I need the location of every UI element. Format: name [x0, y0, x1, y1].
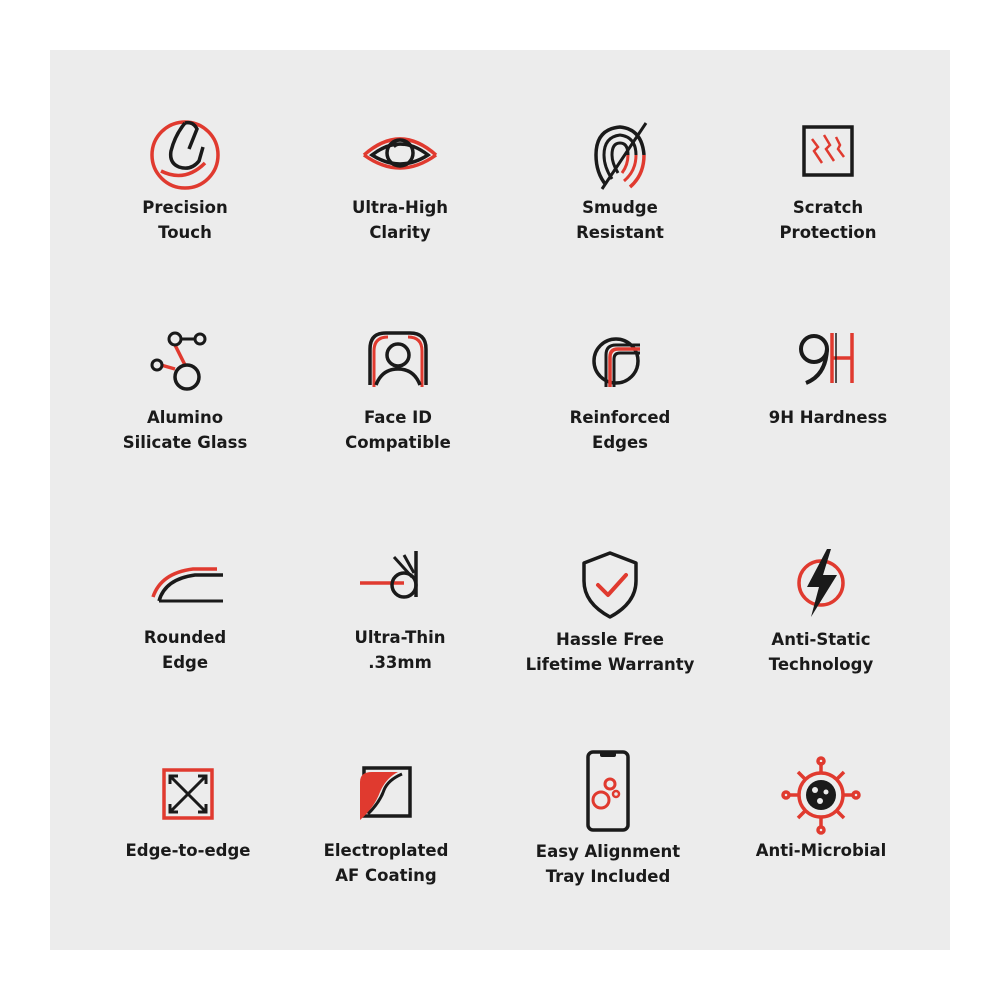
label-line: Ultra-High: [351, 198, 449, 217]
feature-precision-touch: [85, 115, 285, 275]
label-line: Silicate Glass: [122, 433, 248, 452]
label-line: Edge: [161, 653, 209, 672]
feature-label: [85, 195, 285, 245]
label-line: 9H Hardness: [768, 408, 888, 427]
feature-scratch-protection: [728, 115, 928, 275]
feature-label: [300, 625, 500, 675]
feature-label: [85, 405, 285, 455]
label-line: Hassle Free: [556, 630, 664, 649]
label-line: Edge-to-edge: [125, 841, 251, 860]
label-line: Tray Included: [545, 867, 671, 886]
feature-alumino-silicate-glass: [85, 325, 285, 485]
label-line: Clarity: [369, 223, 431, 242]
phone-bubbles-icon: [568, 750, 648, 830]
label-line: Easy Alignment: [535, 842, 681, 861]
feature-smudge-resistant: [520, 115, 720, 275]
feature-label: [85, 625, 285, 675]
feature-rounded-edge: [85, 545, 285, 705]
label-line: Edges: [592, 433, 648, 452]
label-line: Ultra-Thin: [354, 628, 446, 647]
coating-icon: [346, 758, 426, 838]
feature-lifetime-warranty: [510, 547, 710, 707]
label-line: Precision: [142, 198, 228, 217]
feature-anti-static: [721, 547, 921, 707]
label-line: Technology: [768, 655, 874, 674]
feature-label: [298, 405, 498, 455]
lightning-icon: [781, 547, 861, 627]
thin-layer-icon: [360, 545, 440, 625]
label-line: .33mm: [368, 653, 432, 672]
feature-ultra-thin: [300, 545, 500, 705]
feature-anti-microbial: [721, 758, 921, 918]
label-line: Reinforced: [569, 408, 671, 427]
feature-label: [721, 627, 921, 677]
label-line: Smudge: [582, 198, 658, 217]
label-line: Touch: [158, 223, 212, 242]
edge-to-edge-icon: [148, 758, 228, 838]
feature-label: [300, 195, 500, 245]
scratch-icon: [788, 115, 868, 195]
label-line: Rounded: [143, 628, 227, 647]
feature-label: [510, 627, 710, 677]
eye-icon: [360, 115, 440, 195]
finger-touch-icon: [145, 115, 225, 195]
feature-label: [728, 405, 928, 430]
feature-edge-to-edge: [88, 758, 288, 918]
label-line: Face ID: [364, 408, 432, 427]
feature-label: [508, 839, 708, 889]
label-line: Protection: [779, 223, 877, 242]
reinforced-edge-icon: [580, 325, 660, 405]
feature-label: [520, 195, 720, 245]
label-line: AF Coating: [335, 866, 437, 885]
feature-label: [520, 405, 720, 455]
molecule-icon: [145, 325, 225, 405]
label-line: Scratch: [792, 198, 864, 217]
microbe-icon: [781, 758, 861, 838]
feature-ultra-high-clarity: [300, 115, 500, 275]
feature-label: [721, 838, 921, 863]
features-panel: [50, 50, 950, 950]
feature-label: [88, 838, 288, 863]
rounded-edge-icon: [145, 545, 225, 625]
feature-af-coating: [286, 758, 486, 918]
fingerprint-icon: [580, 115, 660, 195]
nine-h-icon: [788, 325, 868, 405]
label-line: Anti-Microbial: [755, 841, 887, 860]
feature-9h-hardness: [728, 325, 928, 485]
label-line: Compatible: [345, 433, 451, 452]
feature-face-id-compatible: [298, 325, 498, 485]
label-line: Resistant: [576, 223, 664, 242]
feature-easy-alignment: [508, 750, 708, 910]
feature-reinforced-edges: [520, 325, 720, 485]
label-line: Electroplated: [323, 841, 449, 860]
shield-check-icon: [570, 547, 650, 627]
label-line: Anti-Static: [771, 630, 871, 649]
label-line: Alumino: [146, 408, 224, 427]
label-line: Lifetime Warranty: [525, 655, 695, 674]
feature-label: [728, 195, 928, 245]
feature-label: [286, 838, 486, 888]
face-id-icon: [358, 325, 438, 405]
